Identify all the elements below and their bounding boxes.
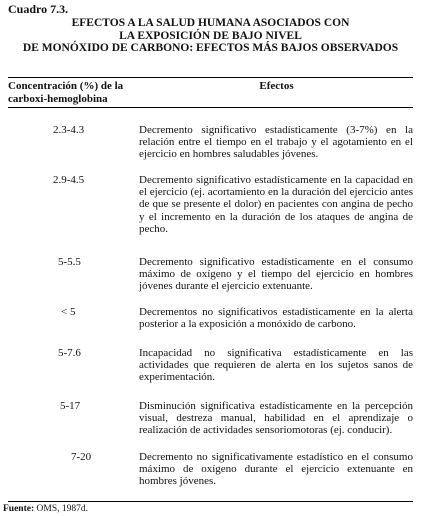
table-bottom-rule	[8, 501, 413, 502]
header-top-rule	[8, 77, 413, 78]
row-6-effect: Disminución significativa estadísticamente en la percepción visual, destreza manual, habilidad en el aprendizaje o realización de actividades sensoriomotoras (ej. conducir).	[139, 400, 413, 437]
title-line-2: LA EXPOSICIÓN DE BAJO NIVEL	[119, 29, 302, 42]
table-number: Cuadro 7.3.	[8, 2, 69, 16]
row-4-concentration: < 5	[61, 306, 76, 318]
row-4-effect: Decrementos no significativos estadísticamente en la alerta posterior a la exposición a monóxido de carbono.	[139, 306, 413, 331]
source-text: OMS, 1987d.	[36, 504, 88, 514]
table-title	[0, 17, 421, 55]
title-line-3: DE MONÓXIDO DE CARBONO: EFECTOS MÁS BAJOS OBSERVADOS	[22, 42, 399, 54]
row-2-effect: Decremento significativo estadísticamente en la capacidad en el ejercicio (ej. acortamiento en la duración del ejercicio antes de que se presente el dolor) en pacientes con angina de pecho y el incremento en la duración de los ataques de angina de pecho.	[139, 174, 413, 235]
row-1-concentration: 2.3-4.3	[53, 124, 85, 136]
row-7-concentration: 7-20	[71, 451, 92, 463]
row-2-concentration: 2.9-4.5	[53, 174, 85, 186]
row-3-concentration: 5-5.5	[58, 256, 81, 268]
header-concentration: Concentración (%) de la carboxi-hemoglobina	[8, 80, 124, 105]
row-5-effect: Incapacidad no significativa estadísticamente en las actividades que requieren de alerta en los sujetos sanos de experimentación.	[139, 347, 413, 384]
source-label: Fuente:	[3, 504, 35, 514]
row-1-effect: Decremento significativo estadísticamente (3-7%) en la relación entre el tiempo en el trabajo y el agotamiento en el ejercicio en hombres saludables jóvenes.	[139, 124, 413, 161]
header-bottom-rule	[8, 107, 413, 108]
row-3-effect: Decremento significativo estadísticamente en el consumo máximo de oxígeno y el tiempo del ejercicio en hombres jóvenes durante el ejercicio extenuante.	[139, 256, 413, 293]
header-effects: Efectos	[259, 80, 294, 92]
row-5-concentration: 5-7.6	[58, 347, 81, 359]
title-line-1: EFECTOS A LA SALUD HUMANA ASOCIADOS CON	[71, 17, 350, 29]
row-6-concentration: 5-17	[60, 400, 81, 412]
source-note	[3, 504, 88, 514]
row-7-effect: Decremento no significativamente estadístico en el consumo máximo de oxígeno durante el ejercicio extenuante en hombres jóvenes.	[139, 451, 413, 488]
